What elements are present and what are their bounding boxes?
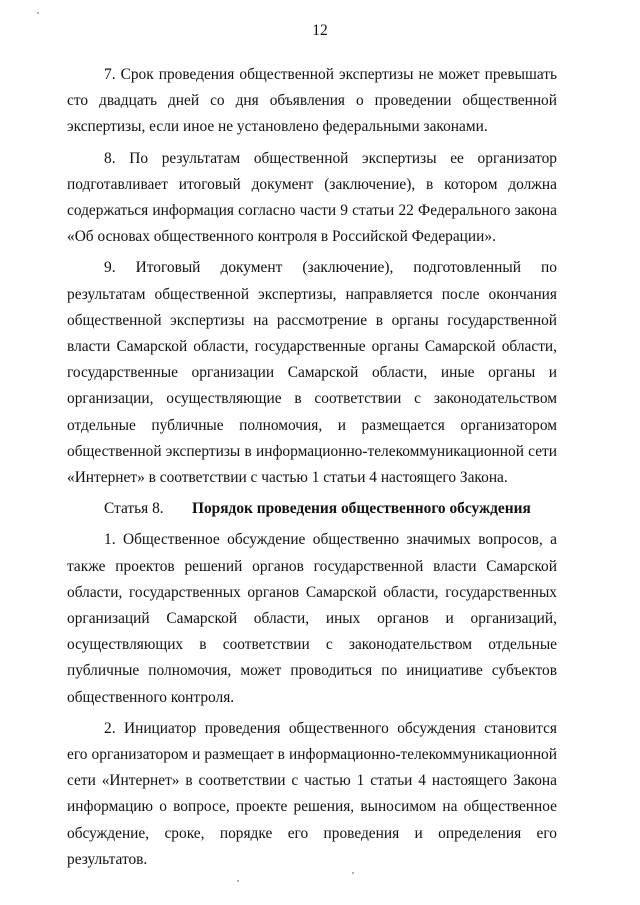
page-number: 12 bbox=[312, 22, 328, 39]
article-8-paragraph-2: 2. Инициатор проведения общественного обсуждения становится его организатором и размещает в информационно-телекоммуникационной сети «Интернет» в соответствии с частью 1 статьи 4 настоящего Закона информацию о вопросе, проекте решения, выносимом на общественное обсуждение, сроке, порядке его проведения и определения его результатов. bbox=[67, 719, 557, 868]
article-8-heading bbox=[67, 496, 557, 522]
paragraph-9: 9. Итоговый документ (заключение), подготовленный по результатам общественной экспертизы, направляется после окончания общественной экспертизы на рассмотрение в органы государственной власти Самарской области, государственные органы Самарской области, государственные организации Самарской области, иные органы и организации, осуществляющие в соответствии с законодательством отдельные публичные полномочия, и размещается организатором общественной экспертизы в информационно-телекоммуникационной сети «Интернет» в соответствии с частью 1 статьи 4 настоящего Закона. bbox=[67, 259, 557, 487]
scan-speck bbox=[37, 12, 39, 14]
paragraph-7: 7. Срок проведения общественной экспертизы не может превышать сто двадцать дней со дня объявления о проведении общественной экспертизы, если иное не установлено федеральными законами. bbox=[67, 66, 557, 136]
document-body bbox=[67, 62, 557, 878]
article-label: Статья 8. bbox=[104, 500, 164, 518]
article-8-paragraph-1: 1. Общественное обсуждение общественно значимых вопросов, а также проектов решений органов государственной власти Самарской области, государственных органов Самарской области, государственных организаций Самарской области, иных органов и организаций, осуществляющих в соответствии с законодательством отдельные публичные полномочия, может проводиться по инициативе субъектов общественного контроля. bbox=[67, 531, 557, 706]
paragraph-8: 8. По результатам общественной экспертизы ее организатор подготавливает итоговый документ (заключение), в котором должна содержаться информация согласно части 9 статьи 22 Федерального закона «Об основах общественного контроля в Российской Федерации». bbox=[67, 149, 557, 246]
article-title: Порядок проведения общественного обсуждения bbox=[192, 500, 531, 518]
scan-speck bbox=[237, 880, 239, 882]
